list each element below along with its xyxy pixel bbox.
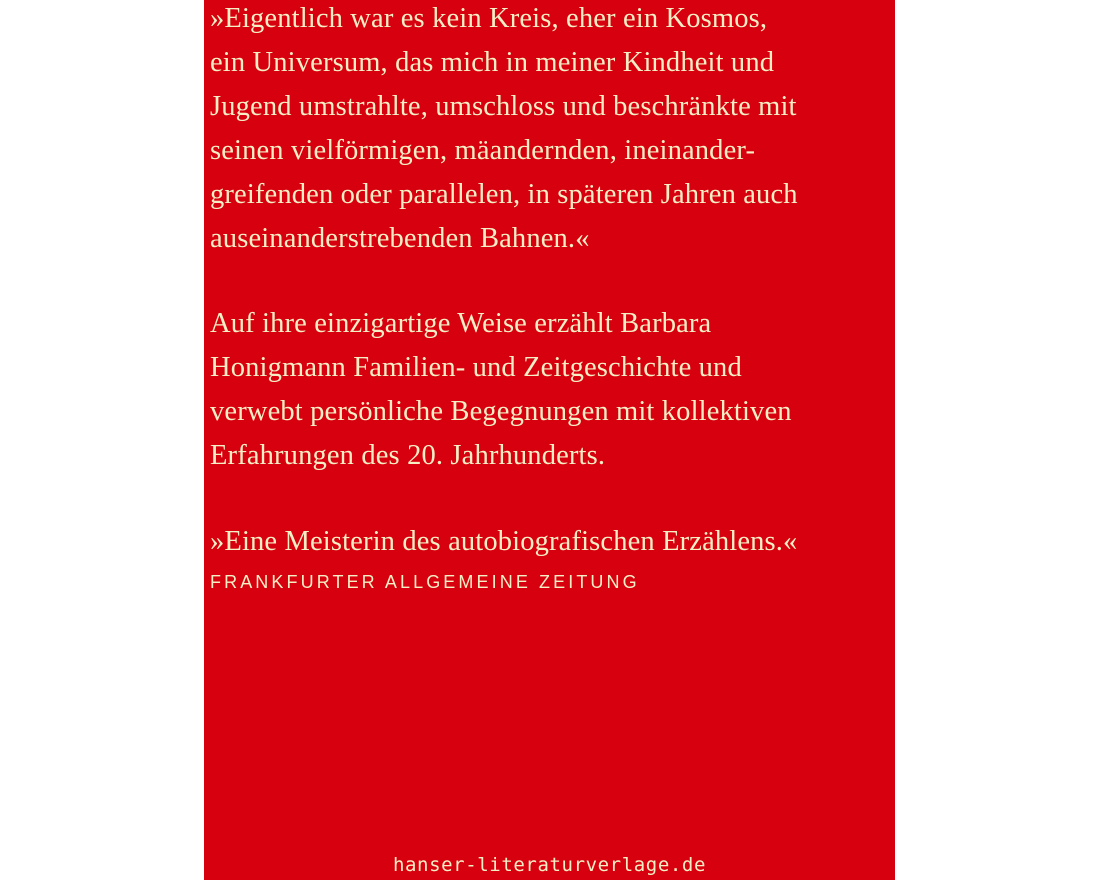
description-line: Auf ihre einzigartige Weise erzählt Barbara (210, 308, 712, 339)
publisher-url: hanser-literaturverlage.de (392, 854, 706, 876)
book-back-cover (204, 0, 895, 880)
book-description (210, 302, 792, 478)
description-line: verwebt persönliche Begegnungen mit kollektiven (210, 396, 792, 427)
description-line: Erfahrungen des 20. Jahrhunderts. (210, 440, 606, 471)
review-source: FRANKFURTER ALLGEMEINE ZEITUNG (210, 572, 640, 592)
review-quote (210, 520, 797, 564)
review-quote-text: »Eine Meisterin des autobiografischen Erzählens.« (210, 526, 798, 557)
opening-quote-line: seinen vielförmigen, mäandernden, ineinander- (210, 135, 756, 166)
description-line: Honigmann Familien- und Zeitgeschichte und (210, 352, 742, 383)
opening-quote-line: »Eigentlich war es kein Kreis, eher ein Kosmos, (210, 3, 768, 34)
opening-quote-line: greifenden oder parallelen, in späteren Jahren auch (210, 179, 798, 210)
opening-quote-line: ein Universum, das mich in meiner Kindheit und (210, 47, 775, 78)
opening-quote-line: auseinanderstrebenden Bahnen.« (210, 223, 590, 254)
opening-quote-line: Jugend umstrahlte, umschloss und beschränkte mit (210, 91, 797, 122)
opening-quote (210, 0, 798, 261)
